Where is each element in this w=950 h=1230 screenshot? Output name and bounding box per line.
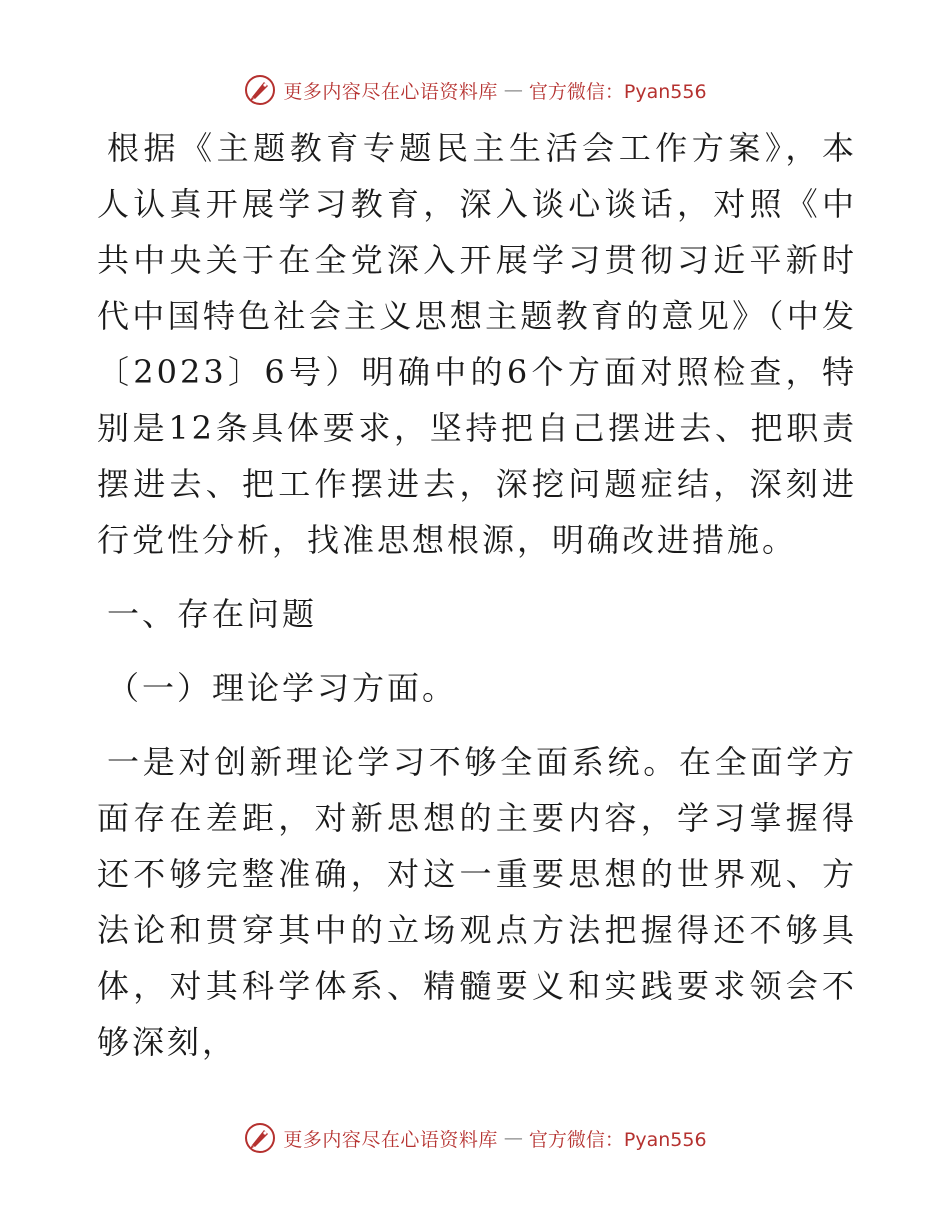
body-paragraph: 一是对创新理论学习不够全面系统。在全面学方面存在差距，对新思想的主要内容，学习掌握得还不够完整准确，对这一重要思想的世界观、方法论和贯穿其中的立场观点方法把握得还不够具体，对其科学体系、精髓要义和实践要求领会不够深刻， — [97, 743, 857, 1061]
section-heading: 一、存在问题 — [107, 595, 318, 633]
watermark-text: 更多内容尽在心语资料库 — [283, 1128, 498, 1151]
document-body — [97, 120, 857, 1070]
watermark-wechat: 官方微信：Pyan556 — [528, 1128, 707, 1151]
watermark-separator: — — [503, 79, 523, 101]
pen-nib-logo-icon — [243, 73, 277, 107]
watermark-text: 更多内容尽在心语资料库 — [283, 80, 498, 103]
subsection-heading: （一）理论学习方面。 — [107, 669, 458, 707]
watermark-separator: — — [503, 1127, 523, 1149]
footer-watermark — [0, 1118, 950, 1158]
pen-nib-logo-icon — [243, 1121, 277, 1155]
watermark-wechat: 官方微信：Pyan556 — [528, 80, 707, 103]
header-watermark — [0, 70, 950, 110]
intro-paragraph: 根据《主题教育专题民主生活会工作方案》，本人认真开展学习教育，深入谈心谈话，对照《中共中央关于在全党深入开展学习贯彻习近平新时代中国特色社会主义思想主题教育的意见》（中发〔2023〕6号）明确中的6个方面对照检查，特别是12条具体要求，坚持把自己摆进去、把职责摆进去、把工作摆进去，深挖问题症结，深刻进行党性分析，找准思想根源，明确改进措施。 — [97, 129, 857, 559]
